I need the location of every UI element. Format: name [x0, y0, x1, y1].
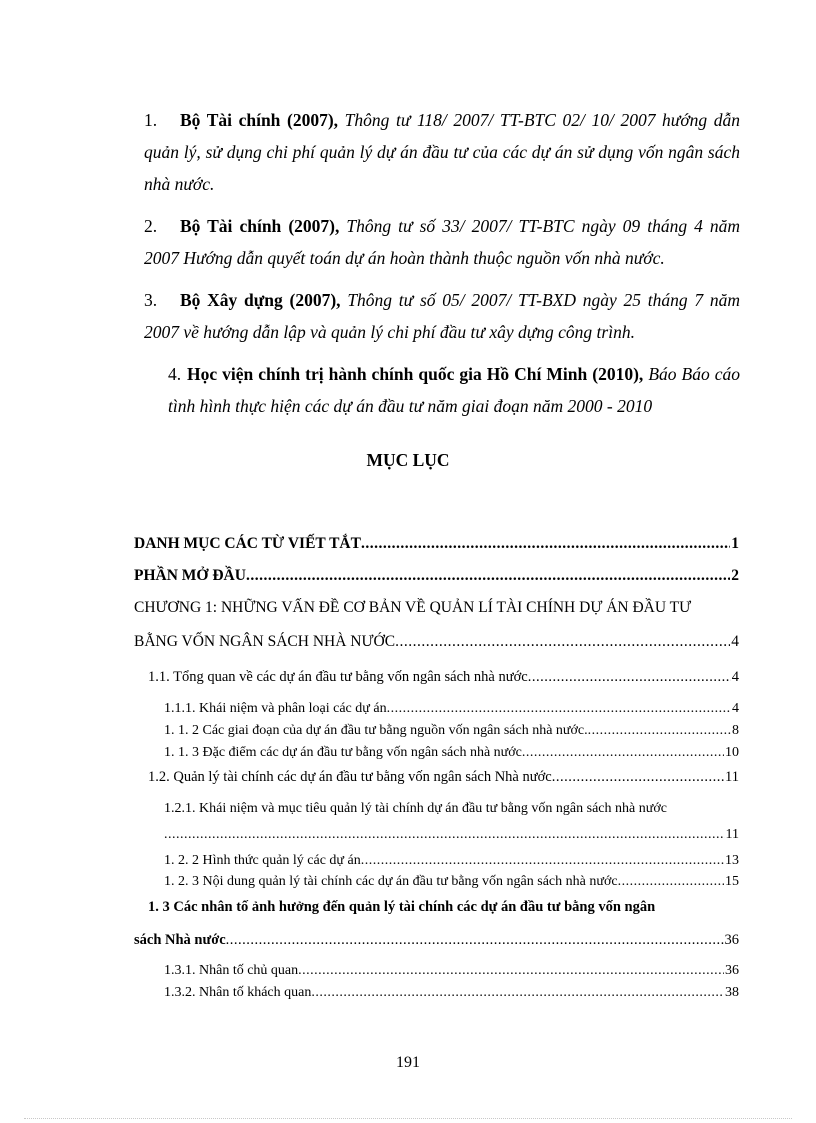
- toc-entry-section-1-1-1[interactable]: [134, 698, 739, 720]
- reference-item: [144, 358, 740, 422]
- toc-leader: [226, 926, 724, 954]
- toc-entry-text: BẰNG VỐN NGÂN SÁCH NHÀ NƯỚC: [134, 633, 396, 650]
- toc-entry-chapter-1[interactable]: [134, 594, 739, 656]
- reference-author: Bộ Tài chính (2007),: [180, 110, 339, 130]
- toc-entry-text: CHƯƠNG 1: NHỮNG VẤN ĐỀ CƠ BẢN VỀ QUẢN LÍ TÀI CHÍNH DỰ ÁN ĐẦU TƯ: [134, 599, 692, 616]
- toc-entry-section-1-2-2[interactable]: [134, 850, 739, 872]
- toc-entry-text: PHẦN MỞ ĐẦU: [134, 567, 246, 584]
- page-number: 191: [396, 1054, 420, 1071]
- reference-author: Bộ Tài chính (2007),: [180, 216, 340, 236]
- toc-leader: [522, 742, 724, 764]
- page-bottom-border: [24, 1118, 792, 1119]
- toc-entry-section-1-3[interactable]: [134, 892, 739, 954]
- toc-entry-text: 1. 1. 3 Đặc điểm các dự án đầu tư bằng vốn ngân sách nhà nước: [164, 745, 522, 760]
- toc-leader: [528, 664, 731, 690]
- toc-leader: [164, 824, 725, 846]
- toc-entry-text: 1.1.1. Khái niệm và phân loại các dự án: [164, 701, 387, 716]
- toc-entry-introduction[interactable]: [134, 562, 739, 590]
- toc-entry-section-1-3-1[interactable]: [134, 960, 739, 982]
- toc-entry-text: DANH MỤC CÁC TỪ VIẾT TẮT: [134, 535, 361, 552]
- toc-page-number: 36: [725, 963, 739, 978]
- reference-author: Bộ Xây dựng (2007),: [180, 290, 341, 310]
- toc-leader: [618, 872, 724, 892]
- toc-leader: [395, 628, 730, 656]
- toc-leader: [311, 982, 724, 1004]
- toc-entry-line: [134, 926, 739, 954]
- toc-leader: [298, 960, 724, 982]
- reference-item: [144, 210, 740, 274]
- table-of-contents: [134, 530, 739, 1004]
- toc-entry-line: [134, 628, 739, 656]
- reference-item: [144, 284, 740, 348]
- toc-entry-text: 1.1. Tổng quan về các dự án đầu tư bằng vốn ngân sách nhà nước: [148, 669, 528, 685]
- reference-item: [144, 104, 740, 200]
- toc-entry-text: sách Nhà nước: [134, 932, 226, 948]
- reference-number: 2.: [144, 216, 158, 236]
- toc-entry-section-1-1-2[interactable]: [134, 720, 739, 742]
- toc-entry-text: 1.2. Quản lý tài chính các dự án đầu tư bằng vốn ngân sách Nhà nước: [148, 769, 552, 785]
- toc-entry-text: 1. 3 Các nhân tố ảnh hưởng đến quản lý tài chính các dự án đầu tư bằng vốn ngân: [148, 899, 656, 915]
- toc-entry-text: 1.3.2. Nhân tố khách quan: [164, 985, 312, 1000]
- reference-number: 1.: [144, 110, 158, 130]
- reference-title: Báo Báo cáo tình hình thực hiện các dự án đầu tư năm giai đoạn năm 2000 - 2010: [168, 364, 740, 416]
- toc-leader: [552, 764, 724, 790]
- reference-author: Học viện chính trị hành chính quốc gia Hồ Chí Minh (2010),: [187, 364, 644, 384]
- toc-page-number: 4: [731, 669, 739, 685]
- toc-page-number: 1: [731, 535, 739, 552]
- toc-page-number: 4: [731, 633, 739, 650]
- toc-leader: [387, 698, 731, 720]
- toc-leader: [588, 720, 731, 742]
- toc-entry-line: [134, 824, 739, 846]
- toc-leader: [361, 530, 730, 558]
- toc-page-number: 15: [725, 874, 739, 889]
- toc-entry-text: 1. 1. 2 Các giai đoạn của dự án đầu tư bằng nguồn vốn ngân sách nhà nước.: [164, 723, 588, 738]
- toc-entry-section-1-1-3[interactable]: [134, 742, 739, 764]
- toc-entry-abbreviations[interactable]: [134, 530, 739, 558]
- toc-page-number: 2: [731, 567, 739, 584]
- reference-title: Thông tư 118/ 2007/ TT-BTC 02/ 10/ 2007 hướng dẫn quản lý, sử dụng chi phí quản lý dự án đầu tư của các dự án sử dụng vốn ngân sách nhà nước.: [144, 110, 741, 194]
- reference-number: 4.: [168, 364, 182, 384]
- toc-page-number: 10: [725, 745, 739, 760]
- toc-page-number: 36: [724, 932, 739, 948]
- toc-entry-text: 1.3.1. Nhân tố chủ quan: [164, 963, 299, 978]
- toc-title: MỤC LỤC: [366, 450, 450, 470]
- toc-page-number: 13: [725, 853, 739, 868]
- toc-leader: [246, 562, 730, 590]
- toc-entry-text: 1. 2. 2 Hình thức quản lý các dự án: [164, 853, 361, 868]
- toc-page-number: 11: [725, 769, 739, 785]
- toc-entry-section-1-1[interactable]: [134, 664, 739, 690]
- reference-title: Thông tư số 05/ 2007/ TT-BXD ngày 25 tháng 7 năm 2007 về hướng dẫn lập và quản lý chi phí đầu tư xây dựng công trình.: [144, 290, 741, 342]
- reference-title: Thông tư số 33/ 2007/ TT-BTC ngày 09 tháng 4 năm 2007 Hướng dẫn quyết toán dự án hoàn thành thuộc nguồn vốn nhà nước.: [144, 216, 741, 268]
- reference-number: 3.: [144, 290, 158, 310]
- toc-entry-text: 1.2.1. Khái niệm và mục tiêu quản lý tài chính dự án đầu tư bằng vốn ngân sách nhà nước: [164, 801, 667, 816]
- toc-entry-section-1-3-2[interactable]: [134, 982, 739, 1004]
- toc-page-number: 4: [732, 701, 739, 716]
- toc-entry-section-1-2-1[interactable]: [134, 798, 739, 846]
- toc-entry-text: 1. 2. 3 Nội dung quản lý tài chính các dự án đầu tư bằng vốn ngân sách nhà nước: [164, 874, 618, 889]
- toc-page-number: 8: [732, 723, 739, 738]
- toc-page-number: 11: [725, 827, 739, 842]
- toc-page-number: 38: [725, 985, 739, 1000]
- toc-entry-section-1-2-3[interactable]: [134, 872, 739, 892]
- toc-entry-section-1-2[interactable]: [134, 764, 739, 790]
- toc-leader: [361, 850, 724, 872]
- reference-list: [144, 104, 740, 432]
